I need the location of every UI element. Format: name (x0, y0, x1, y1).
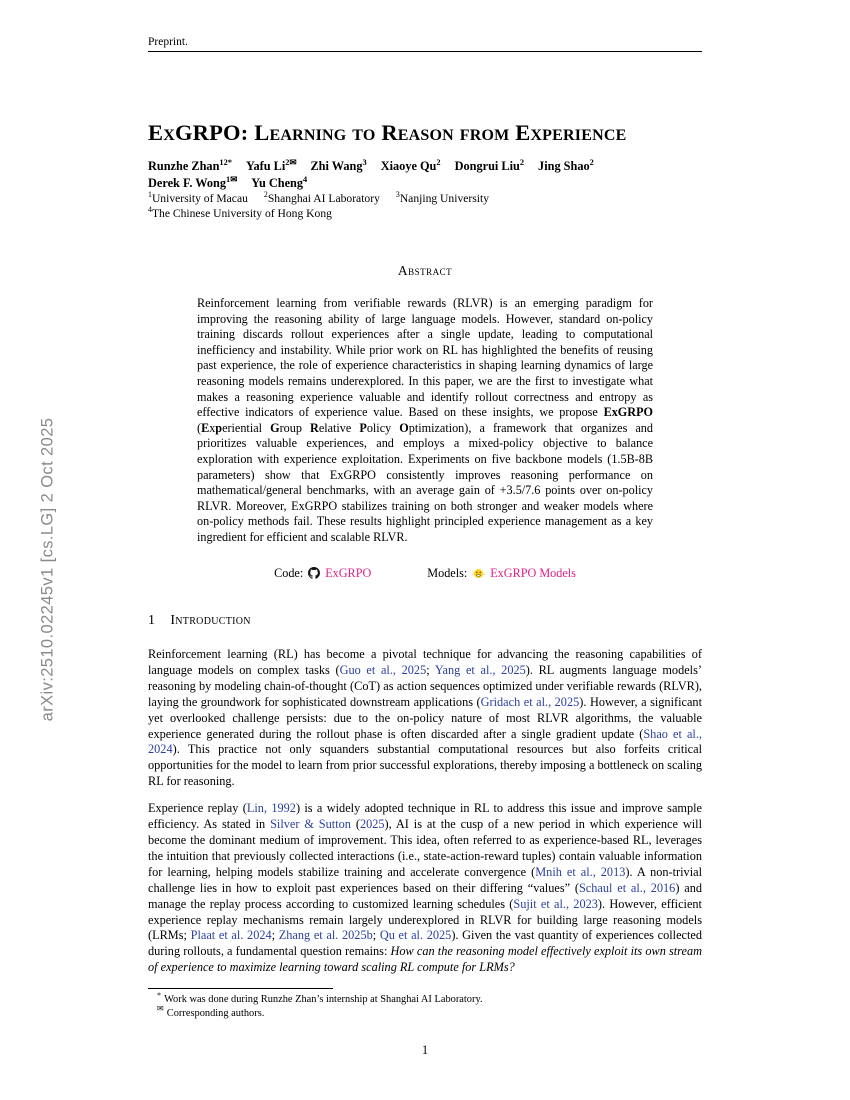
running-head-label: Preprint. (148, 36, 188, 48)
affiliation-entry (264, 192, 380, 205)
author-entry (148, 176, 237, 190)
author-superscript: 2 (519, 157, 525, 167)
code-resource (274, 565, 371, 581)
citation-link[interactable]: Plaat et al. 2024 (190, 928, 272, 943)
affiliation-superscript: 2 (263, 190, 268, 200)
affiliation-line-2 (148, 206, 702, 221)
abstract-text-part2: ), a framework that organizes and prioritizes valuable experiences, and employs a mixed-policy objective to balance exploration with experience exploitation. Experiments on five backbone models (1.5B-8B parameters) show that ExGRPO consistently improves reasoning performance on mathematical/general benchmarks, with an average gain of +3.5/7.6 points over on-policy RLVR. Moreover, ExGRPO stabilizes training on both stronger and weaker models where on-policy methods fail. These results highlight principled experience management as a key ingredient for efficient and scalable RLVR. (197, 420, 653, 544)
footnote-text: Work was done during Runzhe Zhan’s internship at Shanghai AI Laboratory. (164, 994, 483, 1005)
abstract-text-mid1: ( (197, 420, 202, 435)
citation-link[interactable]: Schaul et al., 2016 (578, 880, 676, 895)
abstract-text-mid5: elative (318, 420, 360, 435)
code-label: Code: (274, 566, 304, 580)
affiliation-entry (396, 192, 489, 205)
p2-t1: Experience replay ( (148, 801, 247, 816)
paragraph-2 (148, 801, 702, 976)
abstract-bold-exgrpo: ExGRPO (603, 405, 653, 420)
citation-link[interactable]: 2025 (359, 817, 385, 832)
section-heading-introduction (148, 613, 702, 629)
running-head-rule (148, 51, 702, 52)
page-number: 1 (421, 1043, 429, 1057)
abstract-bold-g: G (270, 420, 280, 435)
models-label: Models: (427, 566, 468, 580)
abstract-text-mid7: ptimization (408, 420, 465, 435)
citation-link[interactable]: Sujit et al., 2023 (513, 896, 598, 911)
p2-t9: ; (372, 928, 380, 943)
paragraph-1 (148, 647, 702, 790)
models-resource (427, 565, 576, 581)
abstract-text-mid6: olicy (366, 420, 400, 435)
abstract-bold-p: p (215, 420, 223, 435)
abstract-text-part1: Reinforcement learning from verifiable rewards (RLVR) is an emerging paradigm for improving the reasoning ability of large language models. However, standard on-policy training discards rollout experiences after a single update, leading to computational inefficiency and instability. While prior work on RL has highlighted the benefits of reusing past experience, the role of experience characteristics in shaping learning dynamics of large reasoning models remains underexplored. In this paper, we are the first to investigate what makes a reasoning experience valuable and identify rollout correctness and entropy as effective indicators of experience value. Based on these insights, we propose (197, 296, 653, 420)
author-line-2 (148, 175, 702, 192)
affiliation-entry (148, 192, 248, 205)
page-title: ExGRPO: Learning to Reason from Experience (148, 120, 627, 146)
author-name: Dongrui Liu (454, 159, 520, 173)
affiliation-name: Shanghai AI Laboratory (267, 192, 380, 205)
abstract-bold-e: E (201, 420, 210, 435)
abstract-text-mid4: roup (279, 420, 310, 435)
abstract-bold-pp: P (359, 420, 367, 435)
author-entry (381, 159, 441, 173)
resource-links (197, 565, 653, 581)
arxiv-stamp-text: arXiv:2510.02245v1 [cs.LG] 2 Oct 2025 (38, 417, 57, 722)
affiliation-superscript: 4 (148, 205, 152, 215)
body-text (148, 647, 702, 987)
abstract-text-mid3: eriential (222, 420, 271, 435)
author-superscript: 1✉ (226, 174, 238, 184)
abstract-body (197, 296, 653, 546)
citation-link[interactable]: Lin, 1992 (246, 801, 296, 816)
author-superscript: 2✉ (285, 157, 297, 167)
citation-link[interactable]: Mnih et al., 2013 (535, 864, 626, 879)
author-name: Jing Shao (538, 159, 590, 173)
p1-t5: ). This practice not only squanders substantial computational resources but also forfeits critical opportunities for the model to learn from prior successful explorations, thereby imposing a bottleneck on scaling RL for reasoning. (148, 742, 702, 789)
p2-t5: ). A non-trivial challenge lies in how to exploit past experiences based on their differing “values” ( (148, 864, 702, 895)
author-superscript: 12* (219, 157, 232, 167)
author-entry (251, 176, 307, 190)
abstract-heading: Abstract (397, 263, 453, 278)
footnote-item (157, 1004, 702, 1021)
p2-t4: ), AI is at the cusp of a new period in which experience will become the dominant medium of improvement. This idea, often referred to as experience-based RL, leverages the intuition that previously collected interactions (i.e., state-action-reward tuples) contain valuable information for learning, helping models stabilize training and accelerate convergence ( (148, 817, 702, 879)
running-head (148, 36, 702, 52)
author-entry (455, 159, 524, 173)
author-entry (538, 159, 594, 173)
p2-t2: ) is a widely adopted technique in RL to address this issue and improve sample efficiency. As stated in (148, 801, 702, 832)
abstract-bold-r: R (310, 420, 319, 435)
footnote-text: Corresponding authors. (166, 1007, 265, 1019)
author-entry (148, 159, 232, 173)
huggingface-icon (472, 567, 485, 579)
citation-link[interactable]: Zhang et al. 2025b (278, 928, 373, 943)
p1-t2: ; (426, 662, 435, 677)
p2-t6: ) and manage the replay process according to customized learning schedules ( (148, 880, 702, 911)
author-entry (310, 159, 366, 173)
p2-t7: ). However, efficient experience replay mechanisms remain largely underexplored in RLVR for building large reasoning models (LRMs; (148, 896, 702, 943)
section-title: Introduction (170, 613, 251, 628)
citation-link[interactable]: Silver & Sutton (270, 817, 351, 832)
affiliation-line-1 (148, 191, 702, 206)
author-name: Zhi Wang (310, 159, 363, 173)
author-name: Yu Cheng (251, 175, 304, 190)
author-name: Yafu Li (245, 159, 286, 173)
section-number: 1 (148, 613, 156, 628)
citation-link[interactable]: Qu et al. 2025 (379, 928, 452, 943)
author-name: Runzhe Zhan (148, 159, 220, 173)
affiliation-block (148, 191, 702, 221)
code-link[interactable]: ExGRPO (325, 566, 372, 580)
author-block (148, 158, 702, 191)
author-superscript: 2 (589, 157, 594, 167)
p2-t3: ( (350, 817, 360, 832)
author-superscript: 3 (362, 157, 367, 167)
citation-link[interactable]: Shao et al., 2024 (148, 726, 703, 757)
p1-t3: ). RL augments language models’ reasoning by modeling chain-of-thought (CoT) as action sequences optimized under verifiable rewards (RLVR), laying the groundwork for sophisticated downstream applications ( (148, 662, 702, 709)
abstract-bold-o: O (399, 420, 409, 435)
models-link[interactable]: ExGRPO Models (490, 566, 576, 580)
abstract-text-mid2: x (209, 420, 216, 435)
author-name: Derek F. Wong (148, 175, 227, 190)
arxiv-stamp (0, 0, 60, 1100)
p1-t4: ). However, a significant yet overlooked challenge persists: due to the on-policy nature of most RLVR algorithms, the valuable experience generated during the rollout phase is often discarded after a single gradient update ( (148, 694, 702, 741)
author-superscript: 2 (436, 157, 441, 167)
affiliation-superscript: 3 (395, 190, 400, 200)
affiliation-name: University of Macau (151, 192, 248, 205)
affiliation-name: The Chinese University of Hong Kong (151, 207, 332, 220)
author-line-1 (148, 158, 702, 175)
affiliation-name: Nanjing University (399, 192, 490, 205)
github-icon (308, 567, 320, 579)
author-name: Xiaoye Qu (380, 159, 437, 173)
citation-link[interactable]: Yang et al., 2025 (434, 662, 526, 677)
p2-t10: ). Given the vast quantity of experiences collected during rollouts, a fundamental question remains: (148, 928, 703, 959)
paper-page (148, 0, 702, 1100)
footnote-item (157, 990, 702, 1007)
affiliation-entry (148, 207, 332, 220)
p1-t1: Reinforcement learning (RL) has become a pivotal technique for advancing the reasoning capabilities of language models on complex tasks ( (148, 647, 702, 677)
citation-link[interactable]: Gridach et al., 2025 (480, 694, 580, 709)
author-entry (246, 159, 296, 173)
author-superscript: 4 (303, 174, 308, 184)
footnotes (148, 988, 702, 1020)
footnote-marker: * (157, 990, 162, 1000)
affiliation-superscript: 1 (148, 190, 152, 200)
citation-link[interactable]: Guo et al., 2025 (339, 662, 427, 677)
p2-t8: ; (271, 928, 279, 943)
footnote-marker: ✉ (157, 1004, 164, 1014)
research-question: How can the reasoning model effectively exploit its own stream of experience to maximize learning toward scaling RL compute for LRMs? (148, 944, 702, 975)
footnote-rule (148, 988, 333, 989)
